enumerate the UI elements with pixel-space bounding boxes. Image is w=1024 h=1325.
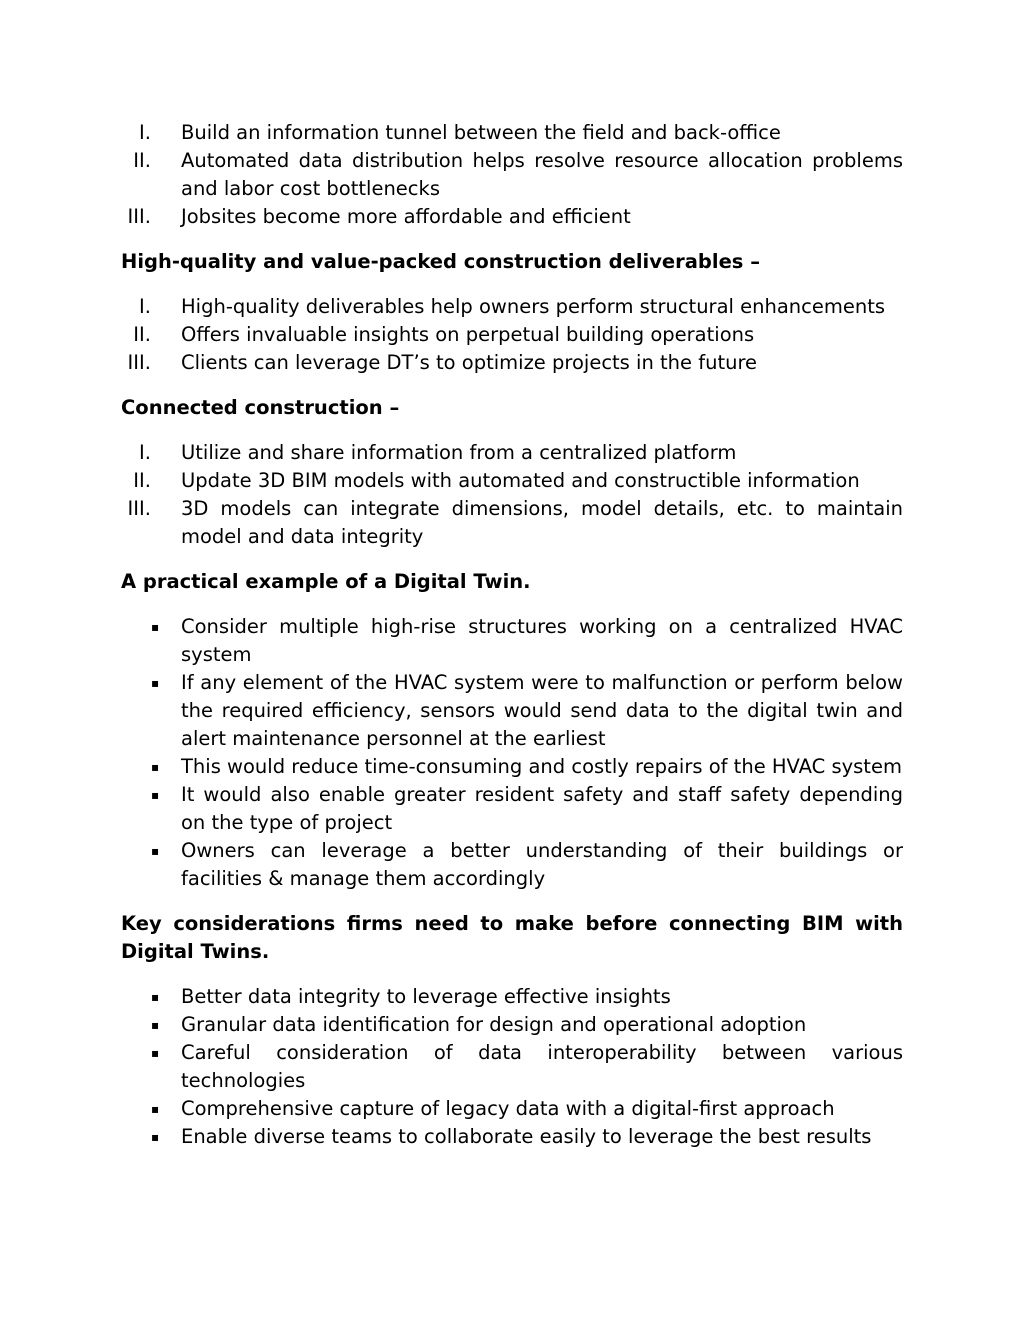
list-item-text: It would also enable greater resident safety and staff safety depending on the type of project [181, 783, 903, 834]
list-marker: II. [133, 149, 151, 172]
list-item [121, 837, 903, 893]
list-item [121, 983, 903, 1011]
list-item [121, 349, 903, 377]
list-item-text: Offers invaluable insights on perpetual building operations [181, 323, 755, 346]
list-item-text: Enable diverse teams to collaborate easily to leverage the best results [181, 1125, 872, 1148]
square-bullet-icon: ▪ [151, 760, 160, 774]
square-bullet-icon: ▪ [151, 620, 160, 634]
list-item-text: Build an information tunnel between the field and back-office [181, 121, 781, 144]
list-item [121, 1095, 903, 1123]
square-bullet-icon: ▪ [151, 844, 160, 858]
list-item-text: Careful consideration of data interoperability between various technologies [181, 1041, 903, 1092]
deliverables-list [121, 293, 903, 377]
list-item-text: Granular data identification for design and operational adoption [181, 1013, 807, 1036]
list-item-text: Better data integrity to leverage effective insights [181, 985, 671, 1008]
section-heading-connected-construction: Connected construction – [121, 396, 400, 419]
list-marker: I. [139, 121, 151, 144]
list-item-text: Owners can leverage a better understanding of their buildings or facilities & manage them accordingly [181, 839, 903, 890]
square-bullet-icon: ▪ [151, 1046, 160, 1060]
list-marker: II. [133, 469, 151, 492]
square-bullet-icon: ▪ [151, 788, 160, 802]
connected-construction-list [121, 439, 903, 551]
section-heading-deliverables: High-quality and value-packed construction deliverables – [121, 250, 760, 273]
list-item [121, 203, 903, 231]
list-item-text: Clients can leverage DT’s to optimize projects in the future [181, 351, 758, 374]
square-bullet-icon: ▪ [151, 1130, 160, 1144]
list-item [121, 613, 903, 669]
list-item [121, 293, 903, 321]
list-marker: I. [139, 295, 151, 318]
list-item-text: Jobsites become more affordable and efficient [181, 205, 631, 228]
list-item [121, 753, 903, 781]
list-item-text: This would reduce time-consuming and costly repairs of the HVAC system [181, 755, 902, 778]
square-bullet-icon: ▪ [151, 676, 160, 690]
list-item-text: Consider multiple high-rise structures working on a centralized HVAC system [181, 615, 903, 666]
document-content [121, 119, 903, 1151]
list-item-text: Update 3D BIM models with automated and constructible information [181, 469, 860, 492]
list-item [121, 495, 903, 551]
list-item-text: Comprehensive capture of legacy data with a digital-first approach [181, 1097, 835, 1120]
list-item [121, 147, 903, 203]
list-item [121, 467, 903, 495]
section-heading-practical-example: A practical example of a Digital Twin. [121, 570, 531, 593]
list-marker: III. [127, 351, 151, 374]
list-item-text: 3D models can integrate dimensions, model details, etc. to maintain model and data integrity [181, 497, 903, 548]
key-considerations-list [121, 983, 903, 1151]
list-marker: III. [127, 205, 151, 228]
list-marker: I. [139, 441, 151, 464]
list-item [121, 1123, 903, 1151]
list-marker: III. [127, 497, 151, 520]
square-bullet-icon: ▪ [151, 1102, 160, 1116]
square-bullet-icon: ▪ [151, 1018, 160, 1032]
intro-list [121, 119, 903, 231]
list-item-text: Utilize and share information from a centralized platform [181, 441, 737, 464]
list-item [121, 1011, 903, 1039]
list-item-text: If any element of the HVAC system were to malfunction or perform below the required efficiency, sensors would send data to the digital twin and alert maintenance personnel at the earliest [181, 671, 903, 750]
list-item [121, 669, 903, 753]
list-marker: II. [133, 323, 151, 346]
list-item [121, 781, 903, 837]
practical-example-list [121, 613, 903, 893]
square-bullet-icon: ▪ [151, 990, 160, 1004]
list-item [121, 1039, 903, 1095]
list-item [121, 321, 903, 349]
list-item [121, 439, 903, 467]
list-item-text: Automated data distribution helps resolve resource allocation problems and labor cost bottlenecks [181, 149, 903, 200]
list-item-text: High-quality deliverables help owners perform structural enhancements [181, 295, 886, 318]
section-heading-key-considerations: Key considerations firms need to make before connecting BIM with Digital Twins. [121, 912, 903, 963]
list-item [121, 119, 903, 147]
